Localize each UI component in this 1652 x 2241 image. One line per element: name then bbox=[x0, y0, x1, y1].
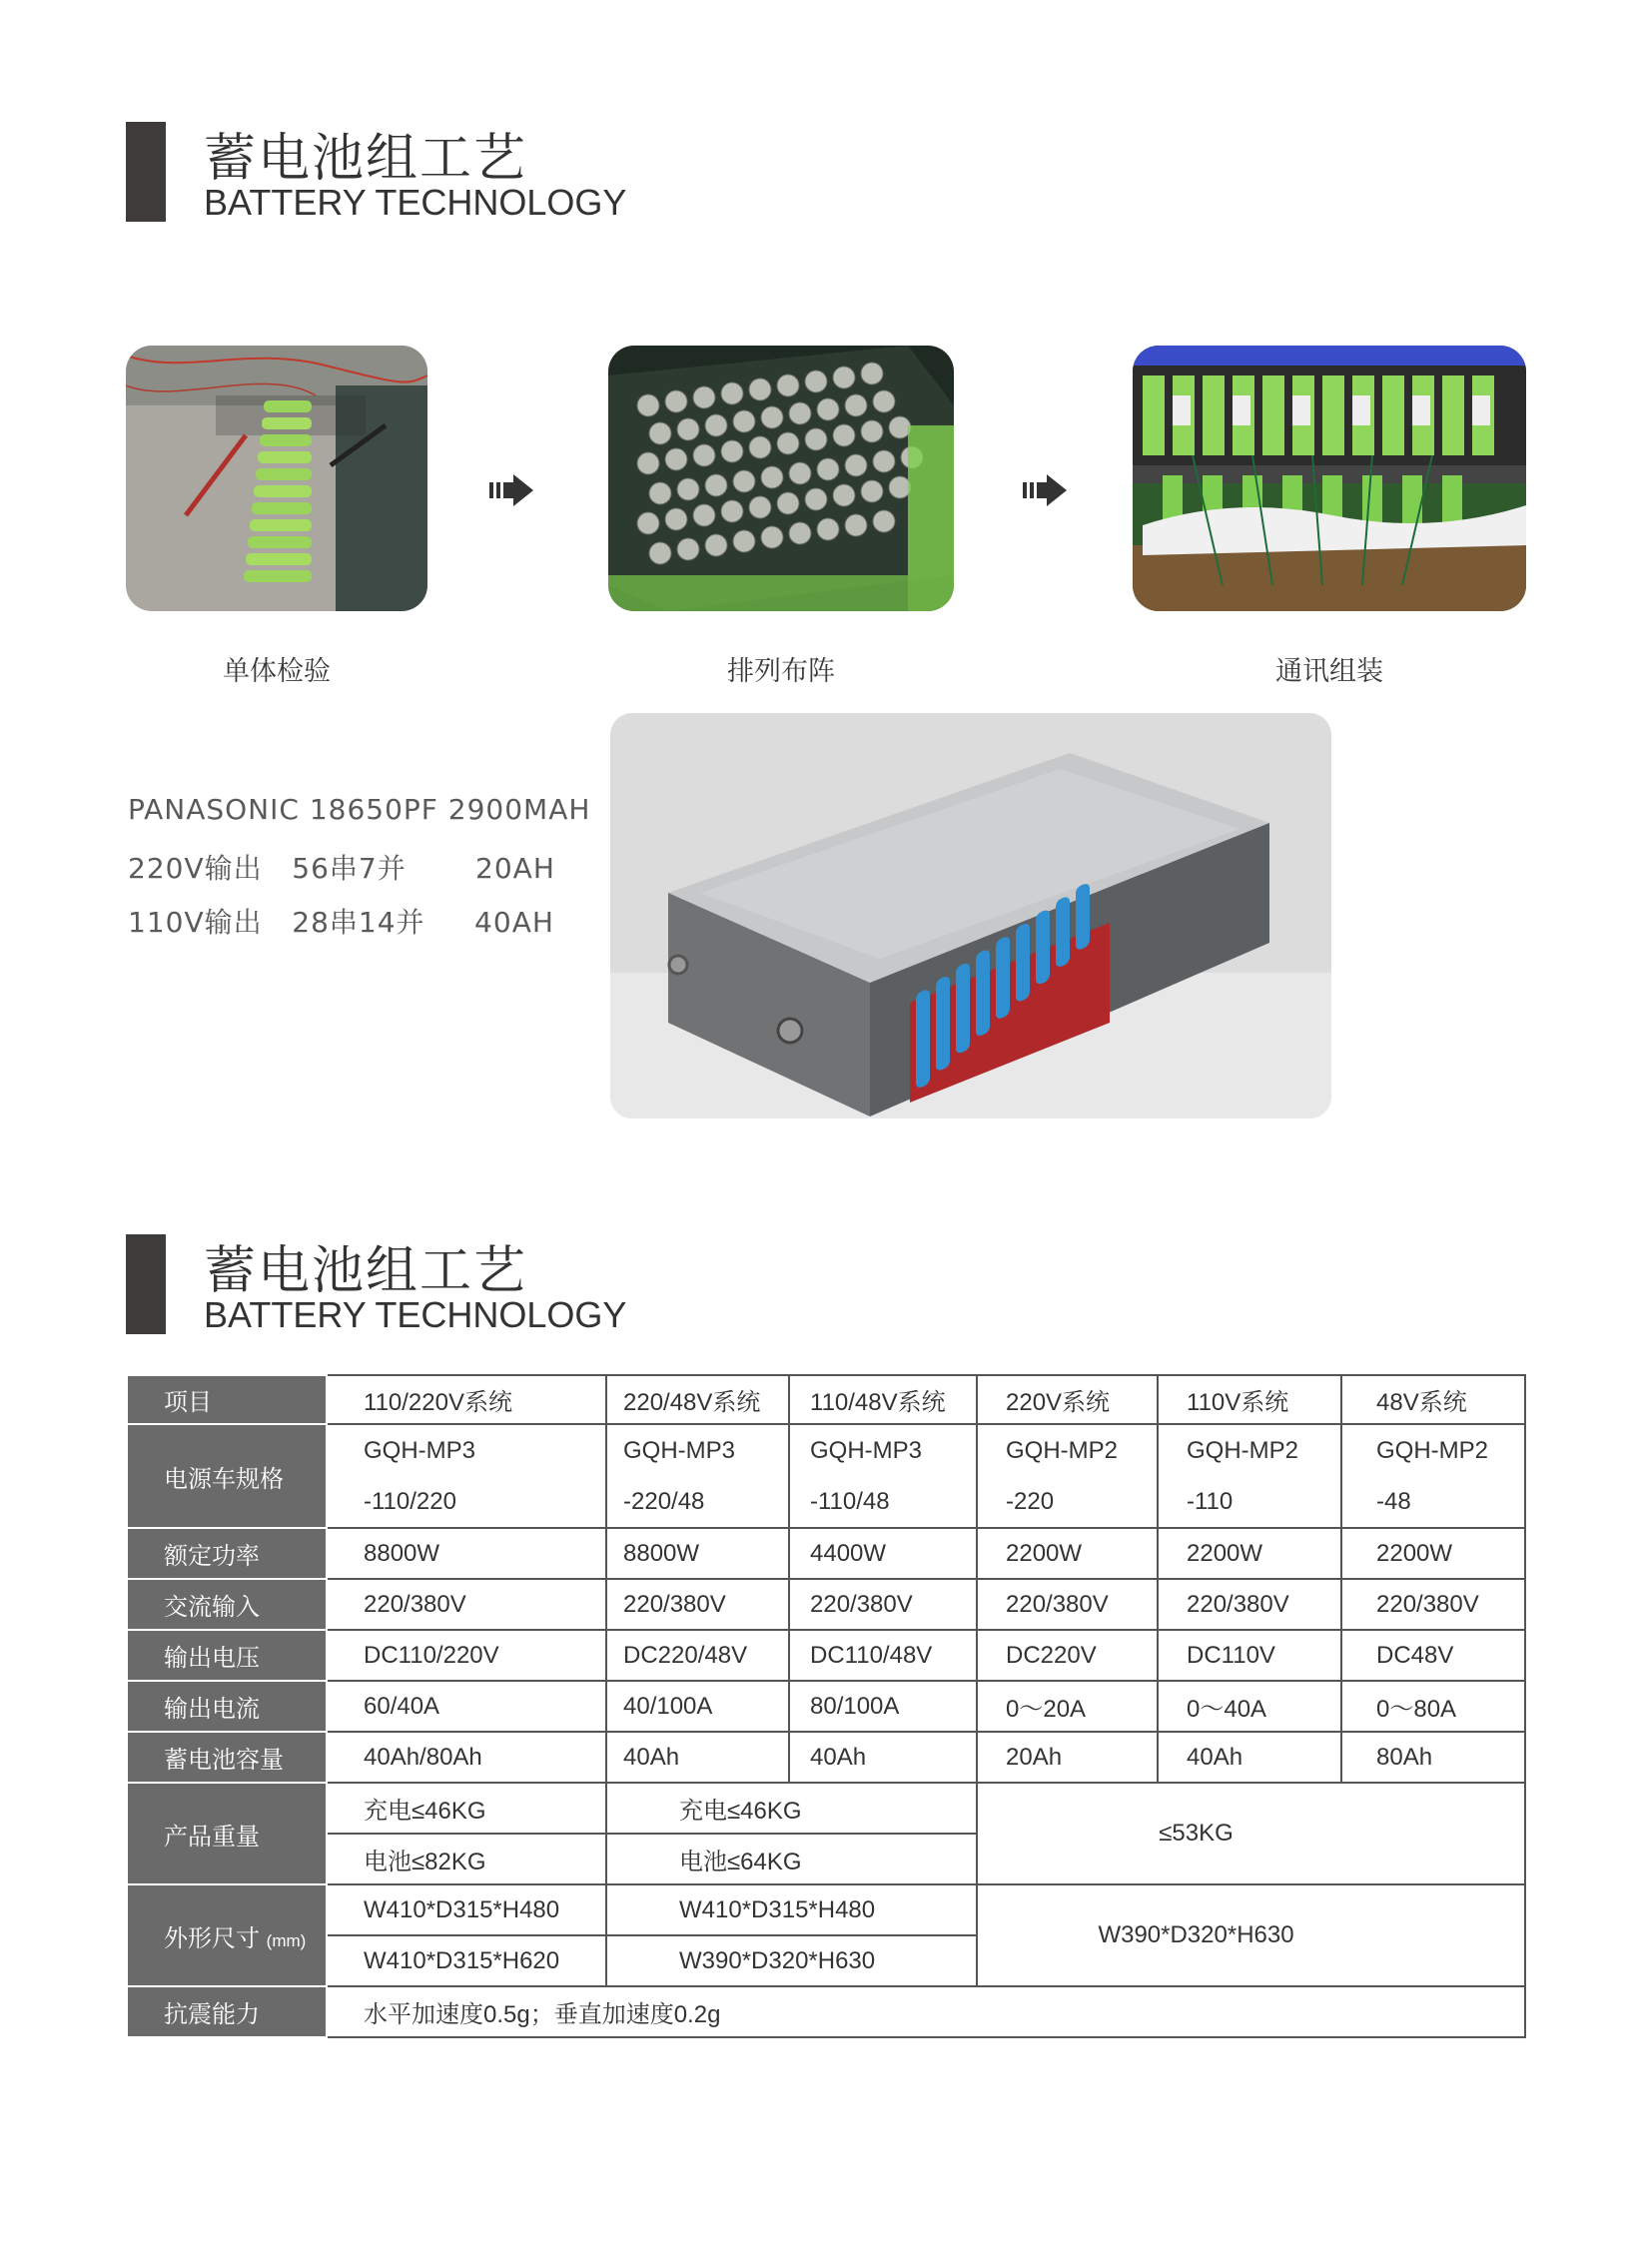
arrow-right-icon bbox=[489, 472, 535, 512]
step-caption: 通讯组装 bbox=[1275, 656, 1383, 687]
cell-spec: PANASONIC 18650PF 2900MAH bbox=[128, 793, 591, 826]
table-cell: 220/380V bbox=[1158, 1579, 1341, 1630]
table-cell: 水平加速度0.5g；垂直加速度0.2g bbox=[327, 1986, 1525, 2037]
table-cell: 220/380V bbox=[1341, 1579, 1525, 1630]
row-label: 项目 bbox=[127, 1375, 327, 1424]
table-cell bbox=[789, 1424, 977, 1528]
table-row bbox=[127, 1630, 1525, 1681]
table-cell: 0～20A bbox=[977, 1681, 1158, 1732]
table-row bbox=[127, 1375, 1525, 1424]
table-row bbox=[127, 1528, 1525, 1579]
table-cell: 充电≤46KG bbox=[327, 1783, 606, 1834]
spec-110v: 110V输出 28串14并 40AH bbox=[128, 906, 554, 939]
cell-line: -48 bbox=[1376, 1488, 1411, 1515]
table-cell: DC48V bbox=[1341, 1630, 1525, 1681]
table-cell: ≤53KG bbox=[977, 1783, 1525, 1884]
table-cell: 48V系统 bbox=[1341, 1375, 1525, 1424]
table-cell: W390*D320*H630 bbox=[606, 1935, 977, 1986]
row-label: 输出电流 bbox=[127, 1681, 327, 1732]
table-cell: 0～80A bbox=[1341, 1681, 1525, 1732]
table-cell: 8800W bbox=[327, 1528, 606, 1579]
cell-line: GQH-MP3 bbox=[364, 1437, 476, 1464]
spec-220v: 220V输出 56串7并 20AH bbox=[128, 852, 555, 885]
table-row bbox=[127, 1986, 1525, 2037]
table-cell: 40/100A bbox=[606, 1681, 789, 1732]
header-bar bbox=[126, 1234, 166, 1334]
table-cell: DC110V bbox=[1158, 1630, 1341, 1681]
row-label: 电源车规格 bbox=[127, 1424, 327, 1528]
row-label: 产品重量 bbox=[127, 1783, 327, 1884]
table-cell: 220/380V bbox=[977, 1579, 1158, 1630]
table-row bbox=[127, 1579, 1525, 1630]
row-label: 交流输入 bbox=[127, 1579, 327, 1630]
battery-pack-photo bbox=[610, 713, 1331, 1119]
table-cell: 220/380V bbox=[789, 1579, 977, 1630]
single-cell-inspection-photo bbox=[126, 346, 427, 611]
cell-line: -110/220 bbox=[364, 1488, 456, 1515]
unit-label: (mm) bbox=[266, 1930, 307, 1950]
table-cell: 220/48V系统 bbox=[606, 1375, 789, 1424]
table-cell: 40Ah bbox=[789, 1732, 977, 1783]
cell-line: GQH-MP3 bbox=[810, 1437, 923, 1464]
cell-line: GQH-MP2 bbox=[1376, 1437, 1489, 1464]
table-cell: DC220V bbox=[977, 1630, 1158, 1681]
table-cell: W410*D315*H480 bbox=[327, 1884, 606, 1935]
header-bar bbox=[126, 122, 166, 222]
section-title-en: BATTERY TECHNOLOGY bbox=[204, 182, 627, 223]
cell-line: -220 bbox=[1006, 1488, 1055, 1515]
table-cell: 电池≤82KG bbox=[327, 1834, 606, 1884]
table-cell: 2200W bbox=[1158, 1528, 1341, 1579]
table-cell: 40Ah bbox=[606, 1732, 789, 1783]
table-cell: 110/48V系统 bbox=[789, 1375, 977, 1424]
table-row bbox=[127, 1884, 1525, 1935]
table-cell: 80Ah bbox=[1341, 1732, 1525, 1783]
cell-line: GQH-MP3 bbox=[623, 1437, 736, 1464]
step-caption: 单体检验 bbox=[223, 656, 331, 687]
table-cell: 电池≤64KG bbox=[606, 1834, 977, 1884]
table-cell: 220/380V bbox=[327, 1579, 606, 1630]
cell-line: -220/48 bbox=[623, 1488, 705, 1515]
table-cell: 220/380V bbox=[606, 1579, 789, 1630]
table-cell: DC220/48V bbox=[606, 1630, 789, 1681]
section-title-cn: 蓄电池组工艺 bbox=[204, 129, 528, 189]
row-label: 输出电压 bbox=[127, 1630, 327, 1681]
cell-line: -110 bbox=[1187, 1488, 1234, 1515]
step-caption: 排列布阵 bbox=[727, 656, 835, 687]
row-label: 蓄电池容量 bbox=[127, 1732, 327, 1783]
table-cell: 8800W bbox=[606, 1528, 789, 1579]
cell-line: GQH-MP2 bbox=[1006, 1437, 1119, 1464]
row-label: 抗震能力 bbox=[127, 1986, 327, 2037]
table-row bbox=[127, 1732, 1525, 1783]
table-cell bbox=[1341, 1424, 1525, 1528]
row-label: 额定功率 bbox=[127, 1528, 327, 1579]
arrow-right-icon bbox=[1023, 472, 1069, 512]
table-cell: 110V系统 bbox=[1158, 1375, 1341, 1424]
table-cell: 2200W bbox=[1341, 1528, 1525, 1579]
table-cell: 220V系统 bbox=[977, 1375, 1158, 1424]
section-title-cn: 蓄电池组工艺 bbox=[204, 1241, 528, 1301]
table-cell: 80/100A bbox=[789, 1681, 977, 1732]
section-title-en: BATTERY TECHNOLOGY bbox=[204, 1294, 627, 1335]
table-row bbox=[127, 1783, 1525, 1834]
table-cell: 60/40A bbox=[327, 1681, 606, 1732]
table-cell: 40Ah/80Ah bbox=[327, 1732, 606, 1783]
table-cell: 20Ah bbox=[977, 1732, 1158, 1783]
cell-line: -110/48 bbox=[810, 1488, 890, 1515]
table-cell: 40Ah bbox=[1158, 1732, 1341, 1783]
table-cell bbox=[1158, 1424, 1341, 1528]
communication-assembly-photo bbox=[1133, 346, 1526, 611]
table-cell: 4400W bbox=[789, 1528, 977, 1579]
table-cell: W390*D320*H630 bbox=[977, 1884, 1525, 1986]
table-cell: W410*D315*H620 bbox=[327, 1935, 606, 1986]
cell-array-photo bbox=[608, 346, 954, 611]
row-label-text: 外形尺寸 bbox=[164, 1924, 260, 1952]
table-row bbox=[127, 1424, 1525, 1528]
spec-table bbox=[126, 1374, 1526, 2038]
table-row bbox=[127, 1681, 1525, 1732]
table-cell: 充电≤46KG bbox=[606, 1783, 977, 1834]
table-cell: DC110/220V bbox=[327, 1630, 606, 1681]
cell-line: GQH-MP2 bbox=[1187, 1437, 1299, 1464]
table-cell bbox=[977, 1424, 1158, 1528]
table-cell: 0～40A bbox=[1158, 1681, 1341, 1732]
table-cell: 2200W bbox=[977, 1528, 1158, 1579]
table-cell bbox=[606, 1424, 789, 1528]
table-cell bbox=[327, 1424, 606, 1528]
table-cell: 110/220V系统 bbox=[327, 1375, 606, 1424]
row-label bbox=[127, 1884, 327, 1986]
table-cell: W410*D315*H480 bbox=[606, 1884, 977, 1935]
table-cell: DC110/48V bbox=[789, 1630, 977, 1681]
